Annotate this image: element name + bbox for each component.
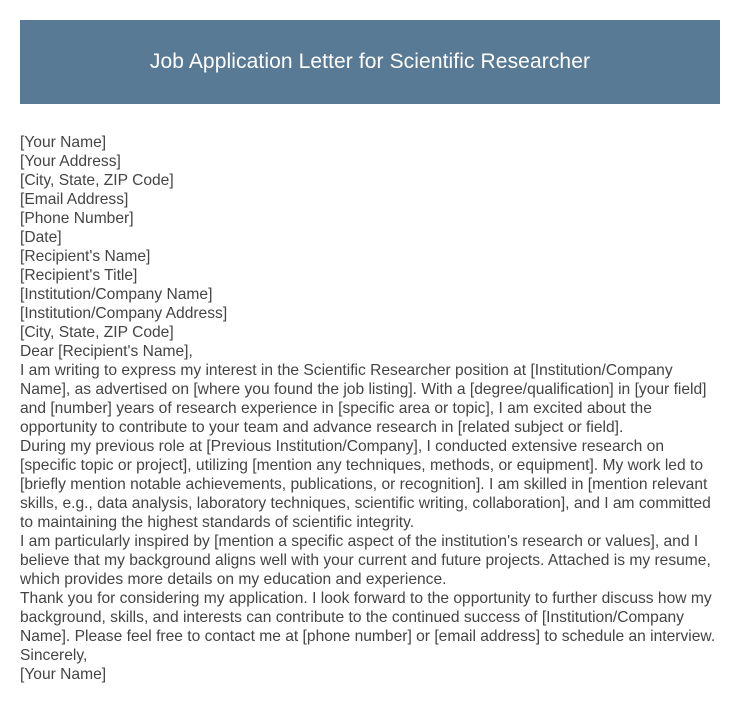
- closing: Sincerely,: [20, 647, 88, 664]
- sender-address: [Your Address]: [20, 153, 121, 170]
- sender-phone: [Phone Number]: [20, 210, 134, 227]
- sender-name: [Your Name]: [20, 134, 107, 151]
- recipient-city-state-zip: [City, State, ZIP Code]: [20, 324, 174, 341]
- recipient-block: [20, 247, 720, 342]
- paragraph-introduction: I am writing to express my interest in the Scientific Researcher position at [Institution/Company Name], as advertised on [where you found the job listing]. With a [degree/qualification] in [your field] and [number] years of research experience in [specific area or topic], I am excited about the opportunity to contribute to your team and advance research in [related subject or field].: [20, 362, 707, 436]
- recipient-institution-address: [Institution/Company Address]: [20, 305, 228, 322]
- paragraph-closing: Thank you for considering my application. I look forward to the opportunity to further discuss how my background, skills, and interests can contribute to the continued success of [Institution/Company Name]. Please feel free to contact me at [phone number] or [email address] to schedule an interview.: [20, 590, 716, 645]
- paragraph-experience: During my previous role at [Previous Institution/Company], I conducted extensive research on [specific topic or project], utilizing [mention any techniques, methods, or equipment]. My work led to [briefly mention notable achievements, publications, or recognition]. I am skilled in [mention relevant skills, e.g., data analysis, laboratory techniques, scientific writing, collaboration], and I am committed to maintaining the highest standards of scientific integrity.: [20, 438, 711, 531]
- sender-email: [Email Address]: [20, 191, 129, 208]
- letter-date: [Date]: [20, 229, 62, 246]
- signature: [Your Name]: [20, 666, 107, 683]
- paragraph-motivation: I am particularly inspired by [mention a specific aspect of the institution's research or values], and I believe that my background aligns well with your current and future projects. Attached is my resume, which provides more details on my education and experience.: [20, 533, 711, 588]
- salutation: Dear [Recipient's Name],: [20, 343, 193, 360]
- page-title: Job Application Letter for Scientific Researcher: [149, 50, 591, 73]
- sender-block: [20, 133, 720, 247]
- page-header: [20, 20, 720, 104]
- letter-body: [20, 133, 720, 684]
- recipient-institution: [Institution/Company Name]: [20, 286, 213, 303]
- recipient-name: [Recipient's Name]: [20, 248, 151, 265]
- recipient-title: [Recipient's Title]: [20, 267, 138, 284]
- sender-city-state-zip: [City, State, ZIP Code]: [20, 172, 174, 189]
